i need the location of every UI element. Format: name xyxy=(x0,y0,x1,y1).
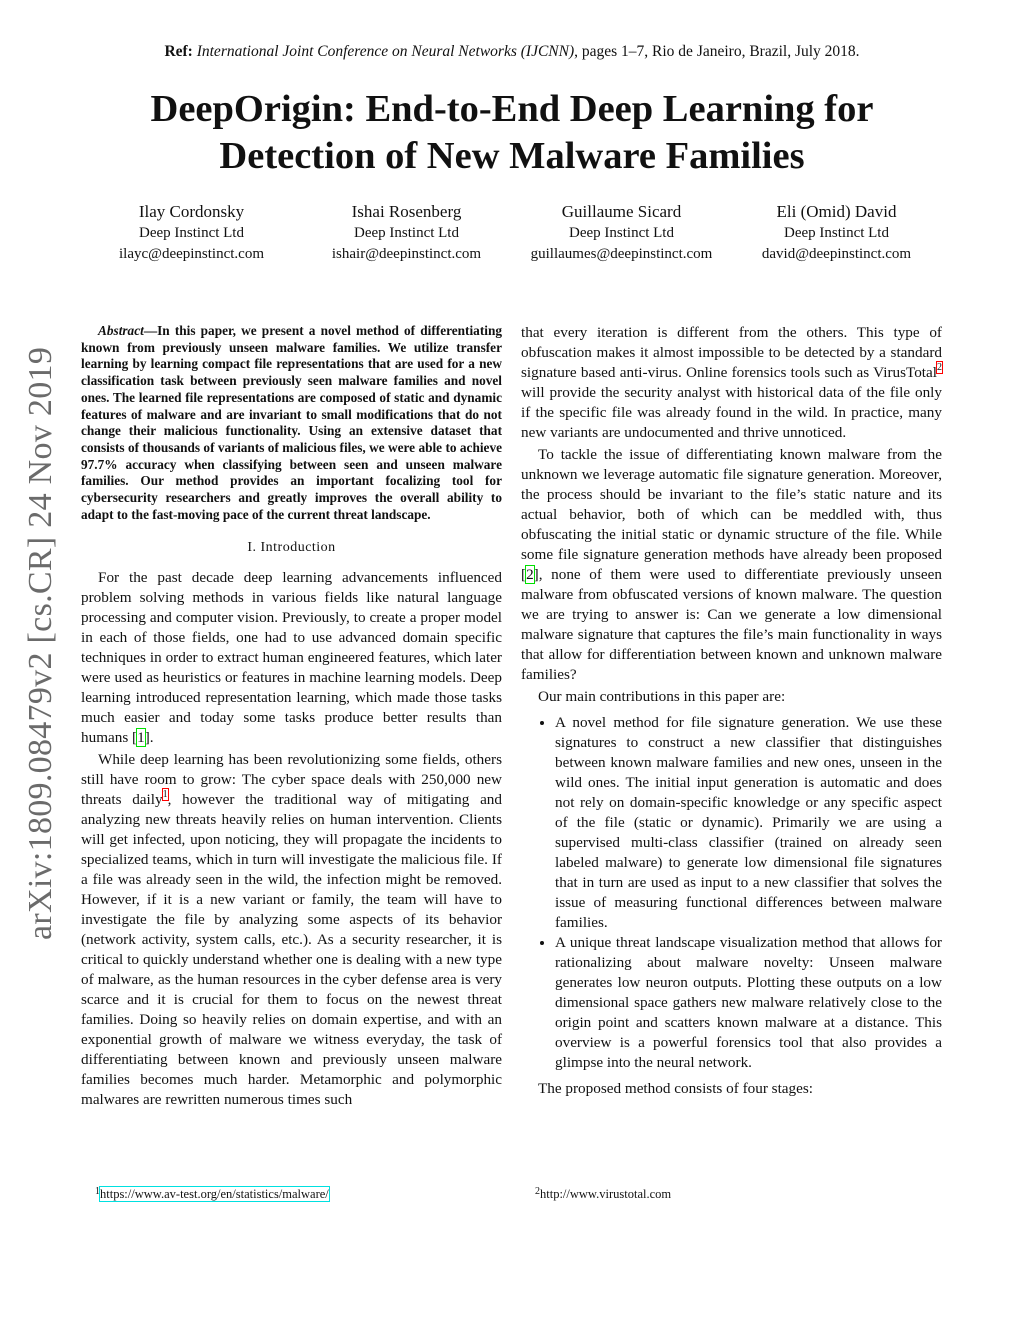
ref-venue: International Joint Conference on Neural Networks (IJCNN) xyxy=(196,43,575,60)
abstract-text: —In this paper, we present a novel method of differentiating known from previously unseen malware families. We utilize transfer learning by learning compact file representations that are used for a new classification task between previously seen malware families and novel ones. The learned file representations are composed of static and dynamic features of malware and are invariant to small modifications that do not change their malicious functionality. Using an extensive dataset that consists of thousands of variants of malicious files, we were able to achieve 97.7% accuracy when classifying between seen and unseen malware families. Our method provides an important focalizing tool for cybersecurity researchers and greatly improves the overall ability to adapt to the fast-moving pace of the current threat landscape. xyxy=(81,323,502,522)
citation-link-2[interactable]: 2 xyxy=(526,566,534,583)
list-item: • A novel method for file signature generation. We use these signatures to construct a new classifier that distinguishes between known malware families and new ones, unseen in the wild ones. The initial input generation is automatic and does not rely on domain-specific knowledge or any specific aspect of the file (static or dynamic). Primarily we are using a supervised multi-class classifier (trained on already seen labeled malware) to generate low dimensional file signatures that in turn are used as input to a new classifier that solves the issue of measuring functional differences between malware families. xyxy=(555,713,942,933)
author-3 xyxy=(514,201,729,265)
section-heading-introduction: I. Introduction xyxy=(247,540,336,556)
paper-title xyxy=(80,86,944,180)
paragraph-text: ], none of them were used to differentiate previously unseen malware from obfuscated versions of known malware. The question we are trying to answer is: Can we generate a low dimensional malware signature that captures the file’s main functionality in ways that allow for differentiation between known and unknown malware families? xyxy=(521,566,942,683)
footnote-number: 2 xyxy=(535,1186,540,1197)
abstract xyxy=(81,323,502,523)
author-email: ilayc@deepinstinct.com xyxy=(118,246,265,262)
author-name: Ilay Cordonsky xyxy=(138,202,245,221)
paragraph-text: , however the traditional way of mitigating and analyzing new threats heavily relies on human intervention. Clients will get infected, upon noticing, they will propagate the incidents to specialized teams, which in turn will investigate the malicious file. If a file was already seen in the wild, the infection might be removed. However, if it is a new variant or family, the team will have to investigate the file by analyzing some aspects of its behavior (network activity, system calls, etc.). As a security researcher, it is critical to quickly understand whether one is dealing with a new type of malware, as the human resources in the cyber defense area is very scarce and it is crucial for them to focus on the newest threat families. Doing so heavily relies on domain expertise, and with an exponential growth of malware we witness everyday, the task of differentiating between known and previously unseen malware families becomes much harder. Metamorphic and polymorphic malwares are rewritten numerous times such xyxy=(81,791,502,1109)
author-1 xyxy=(84,201,299,265)
author-email: guillaumes@deepinstinct.com xyxy=(530,246,713,262)
author-2 xyxy=(299,201,514,265)
left-column xyxy=(81,323,502,1112)
paragraph-text: To tackle the issue of differentiating known malware from the unknown we leverage automatic file signature generation. Moreover, the process should be invariant to the file’s static nature and its actual behavior, both of which can be meddled with, thus obfuscating the initial static or dynamic structure of the file. While some file signature generation methods have already been proposed [ xyxy=(521,446,942,583)
footnote-ref-2[interactable]: 2 xyxy=(937,362,942,373)
contributions-intro: Our main contributions in this paper are: xyxy=(538,688,786,705)
reference-line xyxy=(0,43,1024,61)
right-column xyxy=(521,323,942,1101)
paragraph-text: will provide the security analyst with historical data of the file only if the specific file was already found in the wild. In practice, many new variants are undocumented and thrive unnoticed. xyxy=(521,384,942,441)
abstract-label: Abstract xyxy=(98,323,144,338)
footnote-1 xyxy=(95,1187,329,1202)
ref-rest: , pages 1–7, Rio de Janeiro, Brazil, July 2018. xyxy=(574,43,860,60)
author-name: Guillaume Sicard xyxy=(561,202,682,221)
contributions-list xyxy=(521,713,942,1073)
footnote-ref-1[interactable]: 1 xyxy=(162,789,168,801)
author-list xyxy=(84,201,944,265)
paragraph-text: ]. xyxy=(144,729,154,747)
footnote-number: 1 xyxy=(95,1186,100,1197)
author-affiliation: Deep Instinct Ltd xyxy=(354,225,459,241)
author-affiliation: Deep Instinct Ltd xyxy=(569,225,674,241)
paragraph-text: that every iteration is different from the others. This type of obfuscation makes it almost impossible to be detected by a standard signature based anti-virus. Online forensics tools such as VirusTotal xyxy=(521,324,942,381)
author-affiliation: Deep Instinct Ltd xyxy=(139,225,244,241)
paragraph-text: For the past decade deep learning advancements influenced problem solving methods in various fields like natural language processing and computer vision. Previously, to create a proper model in each of those fields, one had to use advanced domain specific techniques in order to extract human engineered features, which later were used as heuristics or features in machine learning models. Deep learning introduced representation learning, which made those tasks much easier and today some tasks produce better results than humans [ xyxy=(81,569,502,747)
intro-paragraph-4 xyxy=(521,445,942,685)
citation-link-1[interactable]: 1 xyxy=(137,729,145,747)
intro-paragraph-1 xyxy=(81,568,502,748)
author-name: Ishai Rosenberg xyxy=(351,202,462,221)
author-email: david@deepinstinct.com xyxy=(761,246,912,262)
title-line-1: DeepOrigin: End-to-End Deep Learning for xyxy=(150,88,874,130)
ref-label: Ref: xyxy=(164,43,193,60)
footnote-url-link[interactable]: https://www.av-test.org/en/statistics/malware/ xyxy=(100,1187,329,1201)
author-affiliation: Deep Instinct Ltd xyxy=(784,225,889,241)
footnote-url: http://www.virustotal.com xyxy=(540,1187,672,1201)
title-line-2: Detection of New Malware Families xyxy=(219,135,805,177)
paragraph-text: While deep learning has been revolutionizing some fields, others still have room to grow: The cyber space deals with 250,000 new threats daily xyxy=(81,751,502,809)
arxiv-stamp: arXiv:1809.08479v2 [cs.CR] 24 Nov 2019 xyxy=(22,346,59,940)
intro-paragraph-2 xyxy=(81,750,502,1110)
list-item: • A unique threat landscape visualization method that allows for rationalizing about malware novelty: Unseen malware generates low neuron outputs. Plotting these outputs on a low dimensional space gathers new malware relatively close to the origin point and scatters known malware at a distance. This overview is a powerful forensics tool that also provides a glimpse into the neural network. xyxy=(555,933,942,1073)
stages-intro: The proposed method consists of four stages: xyxy=(538,1080,814,1097)
author-4 xyxy=(729,201,944,265)
author-name: Eli (Omid) David xyxy=(776,202,897,221)
footnote-2 xyxy=(535,1187,671,1202)
author-email: ishair@deepinstinct.com xyxy=(331,246,482,262)
intro-paragraph-3 xyxy=(521,323,942,443)
